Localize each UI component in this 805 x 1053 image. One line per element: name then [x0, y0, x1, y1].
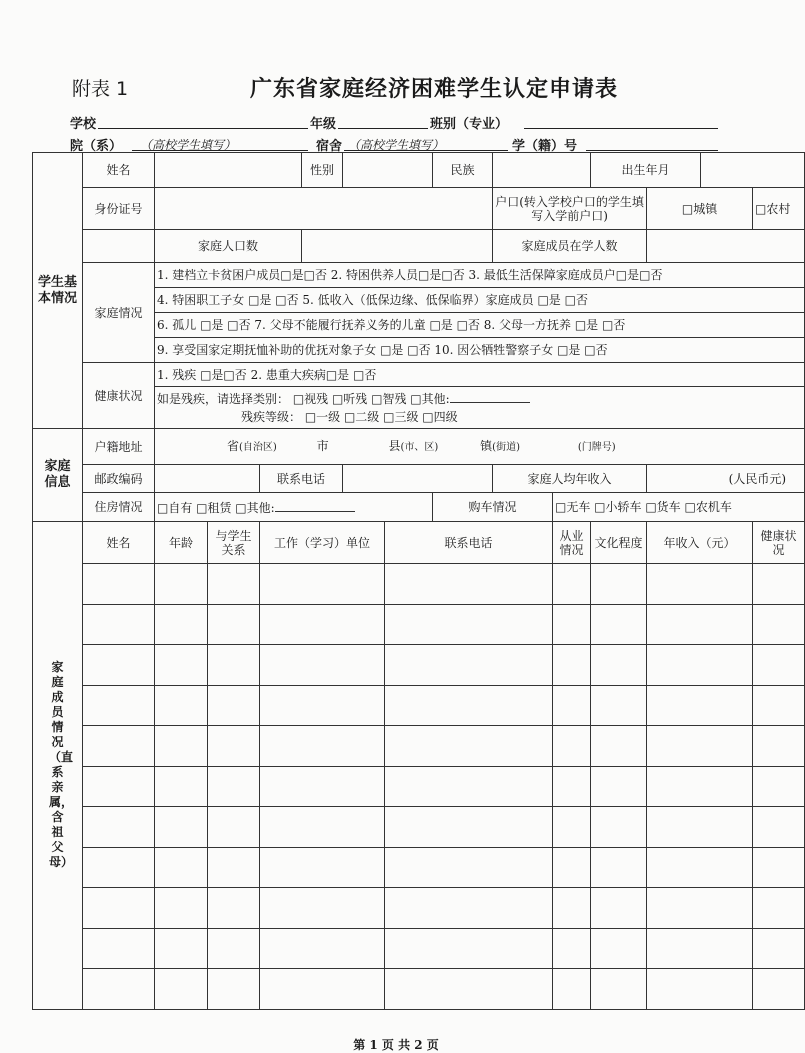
- member-cell[interactable]: [553, 928, 591, 969]
- member-cell[interactable]: [385, 604, 553, 645]
- hukou-label: 户口(转入学校户口的学生填写入学前户口): [493, 188, 647, 230]
- car-options[interactable]: □无车 □小轿车 □货车 □农机车: [553, 493, 805, 522]
- member-cell[interactable]: [385, 847, 553, 888]
- member-row: [33, 564, 805, 605]
- member-cell[interactable]: [155, 807, 208, 848]
- member-cell[interactable]: [647, 888, 753, 929]
- member-cell[interactable]: [553, 766, 591, 807]
- member-cell[interactable]: [647, 807, 753, 848]
- town-label: 镇: [480, 438, 493, 453]
- member-cell[interactable]: [647, 645, 753, 686]
- member-cell[interactable]: [385, 645, 553, 686]
- member-cell[interactable]: [591, 685, 647, 726]
- member-cell[interactable]: [553, 645, 591, 686]
- member-cell[interactable]: [260, 847, 385, 888]
- members-header-age: 年龄: [155, 522, 208, 564]
- application-table: [32, 152, 805, 1010]
- member-cell[interactable]: [553, 969, 591, 1010]
- member-cell[interactable]: [753, 564, 805, 605]
- member-cell[interactable]: [155, 645, 208, 686]
- housing-label: 住房情况: [83, 493, 155, 522]
- member-cell[interactable]: [83, 766, 155, 807]
- member-cell[interactable]: [385, 888, 553, 929]
- member-cell[interactable]: [553, 726, 591, 767]
- member-cell[interactable]: [753, 645, 805, 686]
- urban-checkbox[interactable]: □城镇: [647, 188, 753, 230]
- school-label: 学校: [70, 117, 97, 132]
- member-cell[interactable]: [753, 604, 805, 645]
- member-cell[interactable]: [385, 564, 553, 605]
- form-title: 广东省家庭经济困难学生认定申请表: [250, 77, 619, 102]
- student-no-field[interactable]: [586, 150, 718, 151]
- member-cell[interactable]: [553, 685, 591, 726]
- member-cell[interactable]: [155, 888, 208, 929]
- rural-checkbox[interactable]: □农村: [753, 188, 805, 230]
- member-cell[interactable]: [260, 807, 385, 848]
- dorm-note: （高校学生填写）: [348, 138, 445, 152]
- member-cell[interactable]: [753, 685, 805, 726]
- disability-other-blank[interactable]: [450, 391, 530, 403]
- member-cell[interactable]: [647, 928, 753, 969]
- id-label: 身份证号: [83, 188, 155, 230]
- member-cell[interactable]: [155, 847, 208, 888]
- province-note: (自治区): [239, 441, 277, 453]
- member-cell[interactable]: [83, 564, 155, 605]
- member-cell[interactable]: [260, 969, 385, 1010]
- dorm-label: 宿舍: [316, 139, 343, 154]
- member-cell[interactable]: [260, 888, 385, 929]
- spacer-cell: [83, 230, 155, 263]
- class-major-field[interactable]: [524, 128, 718, 129]
- member-cell[interactable]: [591, 928, 647, 969]
- member-cell[interactable]: [385, 685, 553, 726]
- household-size-label: 家庭人口数: [155, 230, 302, 263]
- province-label: 省: [227, 438, 240, 453]
- disability-cell[interactable]: [155, 387, 805, 429]
- member-cell[interactable]: [260, 928, 385, 969]
- school-field[interactable]: [98, 128, 308, 129]
- member-cell[interactable]: [208, 928, 260, 969]
- member-cell[interactable]: [647, 685, 753, 726]
- county-label: 县: [388, 438, 401, 453]
- member-row: [33, 685, 805, 726]
- members-header-name: 姓名: [83, 522, 155, 564]
- members-header-income: 年收入（元）: [647, 522, 753, 564]
- member-cell[interactable]: [155, 969, 208, 1010]
- member-row: [33, 726, 805, 767]
- town-note: (街道): [492, 441, 520, 453]
- member-row: [33, 847, 805, 888]
- members-in-school-label: 家庭成员在学人数: [493, 230, 647, 263]
- member-cell[interactable]: [83, 888, 155, 929]
- member-cell[interactable]: [83, 928, 155, 969]
- member-cell[interactable]: [385, 807, 553, 848]
- member-row: [33, 888, 805, 929]
- member-cell[interactable]: [591, 604, 647, 645]
- member-cell[interactable]: [260, 645, 385, 686]
- member-cell[interactable]: [591, 807, 647, 848]
- member-cell[interactable]: [260, 604, 385, 645]
- members-header-employment: 从业情况: [553, 522, 591, 564]
- member-cell[interactable]: [553, 888, 591, 929]
- member-cell[interactable]: [647, 604, 753, 645]
- member-cell[interactable]: [260, 766, 385, 807]
- postcode-cell[interactable]: [155, 465, 260, 493]
- member-cell[interactable]: [553, 847, 591, 888]
- member-cell[interactable]: [208, 888, 260, 929]
- member-cell[interactable]: [208, 685, 260, 726]
- member-cell[interactable]: [591, 766, 647, 807]
- student-section-label: 学生基本情况: [33, 153, 83, 429]
- member-cell[interactable]: [208, 847, 260, 888]
- member-cell[interactable]: [83, 807, 155, 848]
- member-cell[interactable]: [385, 928, 553, 969]
- ethnicity-cell[interactable]: [493, 153, 591, 188]
- member-cell[interactable]: [83, 726, 155, 767]
- member-cell[interactable]: [591, 888, 647, 929]
- member-cell[interactable]: [647, 564, 753, 605]
- members-in-school-cell[interactable]: [647, 230, 805, 263]
- address-cell[interactable]: [155, 429, 805, 465]
- members-header-health: 健康状况: [753, 522, 805, 564]
- member-cell[interactable]: [753, 928, 805, 969]
- member-cell[interactable]: [155, 766, 208, 807]
- member-cell[interactable]: [591, 847, 647, 888]
- member-cell[interactable]: [155, 564, 208, 605]
- health-label: 健康状况: [83, 363, 155, 429]
- county-note: (市、区): [400, 441, 439, 453]
- member-row: [33, 928, 805, 969]
- faculty-label: 院（系）: [70, 139, 123, 154]
- member-cell[interactable]: [553, 604, 591, 645]
- members-header-phone: 联系电话: [385, 522, 553, 564]
- member-cell[interactable]: [208, 969, 260, 1010]
- phone-label: 联系电话: [260, 465, 343, 493]
- member-cell[interactable]: [260, 726, 385, 767]
- birth-label: 出生年月: [591, 153, 701, 188]
- member-cell[interactable]: [83, 685, 155, 726]
- ethnicity-label: 民族: [433, 153, 493, 188]
- member-cell[interactable]: [83, 604, 155, 645]
- member-cell[interactable]: [591, 969, 647, 1010]
- income-per-capita-label: 家庭人均年收入: [493, 465, 647, 493]
- member-cell[interactable]: [753, 888, 805, 929]
- member-cell[interactable]: [591, 564, 647, 605]
- birth-cell[interactable]: [701, 153, 805, 188]
- member-cell[interactable]: [208, 604, 260, 645]
- member-cell[interactable]: [83, 969, 155, 1010]
- postcode-label: 邮政编码: [83, 465, 155, 493]
- form-number: 附表 1: [72, 78, 129, 100]
- member-row: [33, 645, 805, 686]
- member-cell[interactable]: [385, 766, 553, 807]
- family-info-section-label: 家庭信息: [33, 429, 83, 522]
- member-cell[interactable]: [83, 847, 155, 888]
- member-cell[interactable]: [753, 969, 805, 1010]
- disability-type[interactable]: 如是残疾，请选择类别： □视残 □听残 □智残 □其他:: [157, 391, 450, 406]
- gender-cell[interactable]: [343, 153, 433, 188]
- housing-other-blank[interactable]: [275, 500, 355, 512]
- member-cell[interactable]: [208, 807, 260, 848]
- member-cell[interactable]: [647, 726, 753, 767]
- car-label: 购车情况: [433, 493, 553, 522]
- member-cell[interactable]: [753, 807, 805, 848]
- family-status-label: 家庭情况: [83, 263, 155, 363]
- member-cell[interactable]: [260, 685, 385, 726]
- members-header-education: 文化程度: [591, 522, 647, 564]
- member-cell[interactable]: [385, 726, 553, 767]
- family-status-line-4[interactable]: 9. 享受国家定期抚恤补助的优抚对象子女 □是 □否 10. 因公牺牲警察子女 □是 □否: [155, 338, 805, 363]
- gender-label: 性别: [302, 153, 343, 188]
- family-status-line-3[interactable]: 6. 孤儿 □是 □否 7. 父母不能履行抚养义务的儿童 □是 □否 8. 父母一方抚养 □是 □否: [155, 313, 805, 338]
- member-cell[interactable]: [208, 726, 260, 767]
- member-cell[interactable]: [208, 645, 260, 686]
- housing-cell[interactable]: [155, 493, 433, 522]
- household-size-cell[interactable]: [302, 230, 493, 263]
- member-cell[interactable]: [260, 564, 385, 605]
- phone-cell[interactable]: [343, 465, 493, 493]
- member-row: [33, 969, 805, 1010]
- member-cell[interactable]: [385, 969, 553, 1010]
- family-status-line-1[interactable]: 1. 建档立卡贫困户成员□是□否 2. 特困供养人员□是□否 3. 最低生活保障家庭成员户□是□否: [155, 263, 805, 288]
- grade-field[interactable]: [338, 128, 428, 129]
- member-cell[interactable]: [753, 847, 805, 888]
- member-cell[interactable]: [553, 564, 591, 605]
- member-cell[interactable]: [208, 564, 260, 605]
- member-cell[interactable]: [647, 847, 753, 888]
- member-cell[interactable]: [753, 726, 805, 767]
- member-row: [33, 766, 805, 807]
- housing-options[interactable]: □自有 □租赁 □其他:: [157, 500, 275, 515]
- members-section-label: 家庭成员情况（直系亲属，含祖父母）: [33, 522, 83, 1010]
- member-cell[interactable]: [591, 726, 647, 767]
- member-row: [33, 807, 805, 848]
- faculty-note: （高校学生填写）: [140, 138, 237, 152]
- member-cell[interactable]: [647, 766, 753, 807]
- member-cell[interactable]: [83, 645, 155, 686]
- city-label: 市: [316, 438, 329, 453]
- page-footer: 第 1 页 共 2 页: [353, 1038, 439, 1052]
- members-header-employer: 工作（学习）单位: [260, 522, 385, 564]
- student-no-label: 学（籍）号: [512, 139, 578, 154]
- member-cell[interactable]: [155, 726, 208, 767]
- member-cell[interactable]: [155, 604, 208, 645]
- member-row: [33, 604, 805, 645]
- member-cell[interactable]: [753, 766, 805, 807]
- name-label: 姓名: [83, 153, 155, 188]
- member-cell[interactable]: [208, 766, 260, 807]
- income-per-capita-cell[interactable]: (人民币元): [647, 465, 805, 493]
- disability-level[interactable]: 残疾等级： □一级 □二级 □三级 □四级: [241, 409, 458, 424]
- name-cell[interactable]: [155, 153, 302, 188]
- members-header-relation: 与学生关系: [208, 522, 260, 564]
- member-cell[interactable]: [155, 685, 208, 726]
- member-cell[interactable]: [553, 807, 591, 848]
- member-cell[interactable]: [591, 645, 647, 686]
- address-label: 户籍地址: [83, 429, 155, 465]
- member-cell[interactable]: [647, 969, 753, 1010]
- family-status-line-2[interactable]: 4. 特困职工子女 □是 □否 5. 低收入（低保边缘、低保临界）家庭成员 □是 □否: [155, 288, 805, 313]
- health-line-1[interactable]: 1. 残疾 □是□否 2. 患重大疾病□是 □否: [155, 363, 805, 387]
- member-cell[interactable]: [155, 928, 208, 969]
- class-major-label: 班别（专业）: [430, 117, 509, 132]
- grade-label: 年级: [310, 117, 337, 132]
- id-cell[interactable]: [155, 188, 493, 230]
- door-note: (门牌号): [577, 441, 616, 453]
